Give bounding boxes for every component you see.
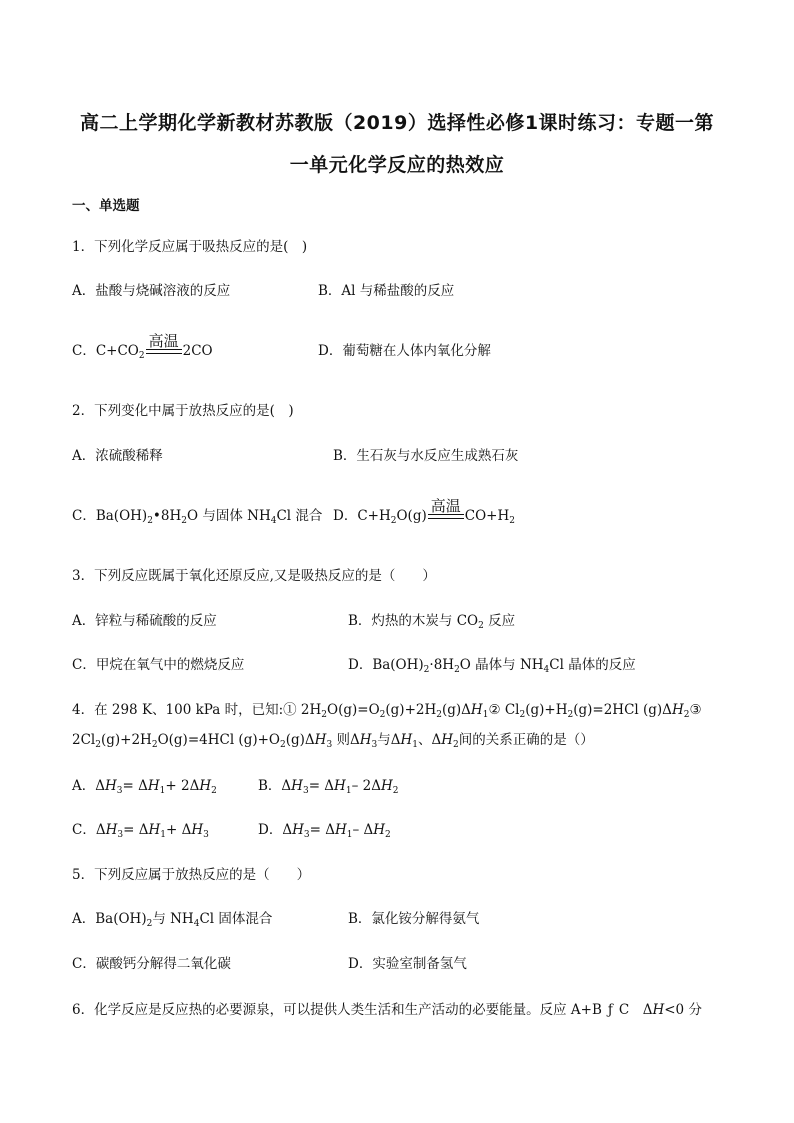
q4-option-d: D．$\Delta H_3= \Delta H_1-$ $\Delta H_2$ bbox=[258, 822, 391, 840]
document-title-line2: 一单元化学反应的热效应 bbox=[289, 154, 505, 176]
q5-option-d: D．实验室制备氢气 bbox=[348, 956, 467, 972]
reaction-condition: 高温 bbox=[427, 507, 465, 525]
q6-stem: 6．化学反应是反应热的必要源泉，可以提供人类生活和生产活动的必要能量。反应 A+B ƒ C ΔH<0 分 bbox=[72, 1002, 702, 1018]
q1-option-a: A．盐酸与烧碱溶液的反应 bbox=[72, 283, 231, 299]
q2-option-a: A．浓硫酸稀释 bbox=[72, 448, 163, 464]
q2-option-b: B．生石灰与水反应生成熟石灰 bbox=[333, 448, 519, 464]
q1-option-c: C．$C+CO_2$ 高温 2CO bbox=[72, 332, 213, 361]
q3-option-a: A．锌粒与稀硫酸的反应 bbox=[72, 613, 217, 629]
q5-option-c: C．碳酸钙分解得二氧化碳 bbox=[72, 956, 231, 972]
q3-option-b: B．灼热的木炭与 $CO_2$ 反应 bbox=[348, 613, 516, 631]
q4-option-a: A．$\Delta H_3= \Delta H_1+ 2\Delta H_2$ bbox=[72, 778, 217, 796]
q4-option-c: C．$\Delta H_3= \Delta H_1+ \Delta H_3$ bbox=[72, 822, 209, 840]
q4-option-b: B．$\Delta H_3= \Delta H_1-$ $2\Delta H_2$ bbox=[258, 778, 399, 796]
q4-stem-line1: 4．在 298 K、100 kPa 时，已知:① $2H_2O(g)=O_2(g)+2H_2(g)\Delta H_1②$ $Cl_2(g)+H_2(g)=2HCl$ $(g)\Delta H_2③$ bbox=[72, 702, 702, 720]
q3-option-d: D．$Ba(OH)_2\cdot 8H_2O$ 晶体与 $NH_4Cl$ 晶体的反应 bbox=[348, 657, 636, 675]
q2-option-d: D．$C+H_2O(g)$ 高温 $CO+H_2$ bbox=[333, 497, 515, 526]
q1-stem: 1．下列化学反应属于吸热反应的是( ) bbox=[72, 239, 308, 255]
q1-option-d: D．葡萄糖在人体内氧化分解 bbox=[318, 343, 491, 359]
q3-option-c: C．甲烷在氧气中的燃烧反应 bbox=[72, 657, 245, 673]
q5-option-a: A．$Ba(OH)_2$与 $NH_4Cl$ 固体混合 bbox=[72, 911, 273, 929]
q4-stem-line2: $2Cl_2(g)+2H_2O(g)=4HCl$ $(g)+O_2(g)\Delta H_3$ 则$\Delta H_3$与$\Delta H_1$、$\Delta H_2$间的关系正确的是（） bbox=[72, 732, 594, 750]
q2-stem: 2．下列变化中属于放热反应的是( ) bbox=[72, 403, 294, 419]
reaction-condition: 高温 bbox=[145, 342, 183, 360]
section-heading: 一、单选题 bbox=[72, 198, 140, 214]
document-title-line1: 高二上学期化学新教材苏教版（2019）选择性必修1课时练习：专题一第 bbox=[79, 112, 715, 134]
q5-option-b: B．氯化铵分解得氨气 bbox=[348, 911, 480, 927]
q3-stem: 3．下列反应既属于氧化还原反应,又是吸热反应的是（ ） bbox=[72, 568, 436, 584]
q2-option-c: C．$Ba(OH)_2•8H_2O$ 与固体 $NH_4Cl$ 混合 bbox=[72, 508, 323, 526]
q5-stem: 5．下列反应属于放热反应的是（ ） bbox=[72, 867, 311, 883]
q1-option-b: B．Al 与稀盐酸的反应 bbox=[318, 283, 455, 299]
